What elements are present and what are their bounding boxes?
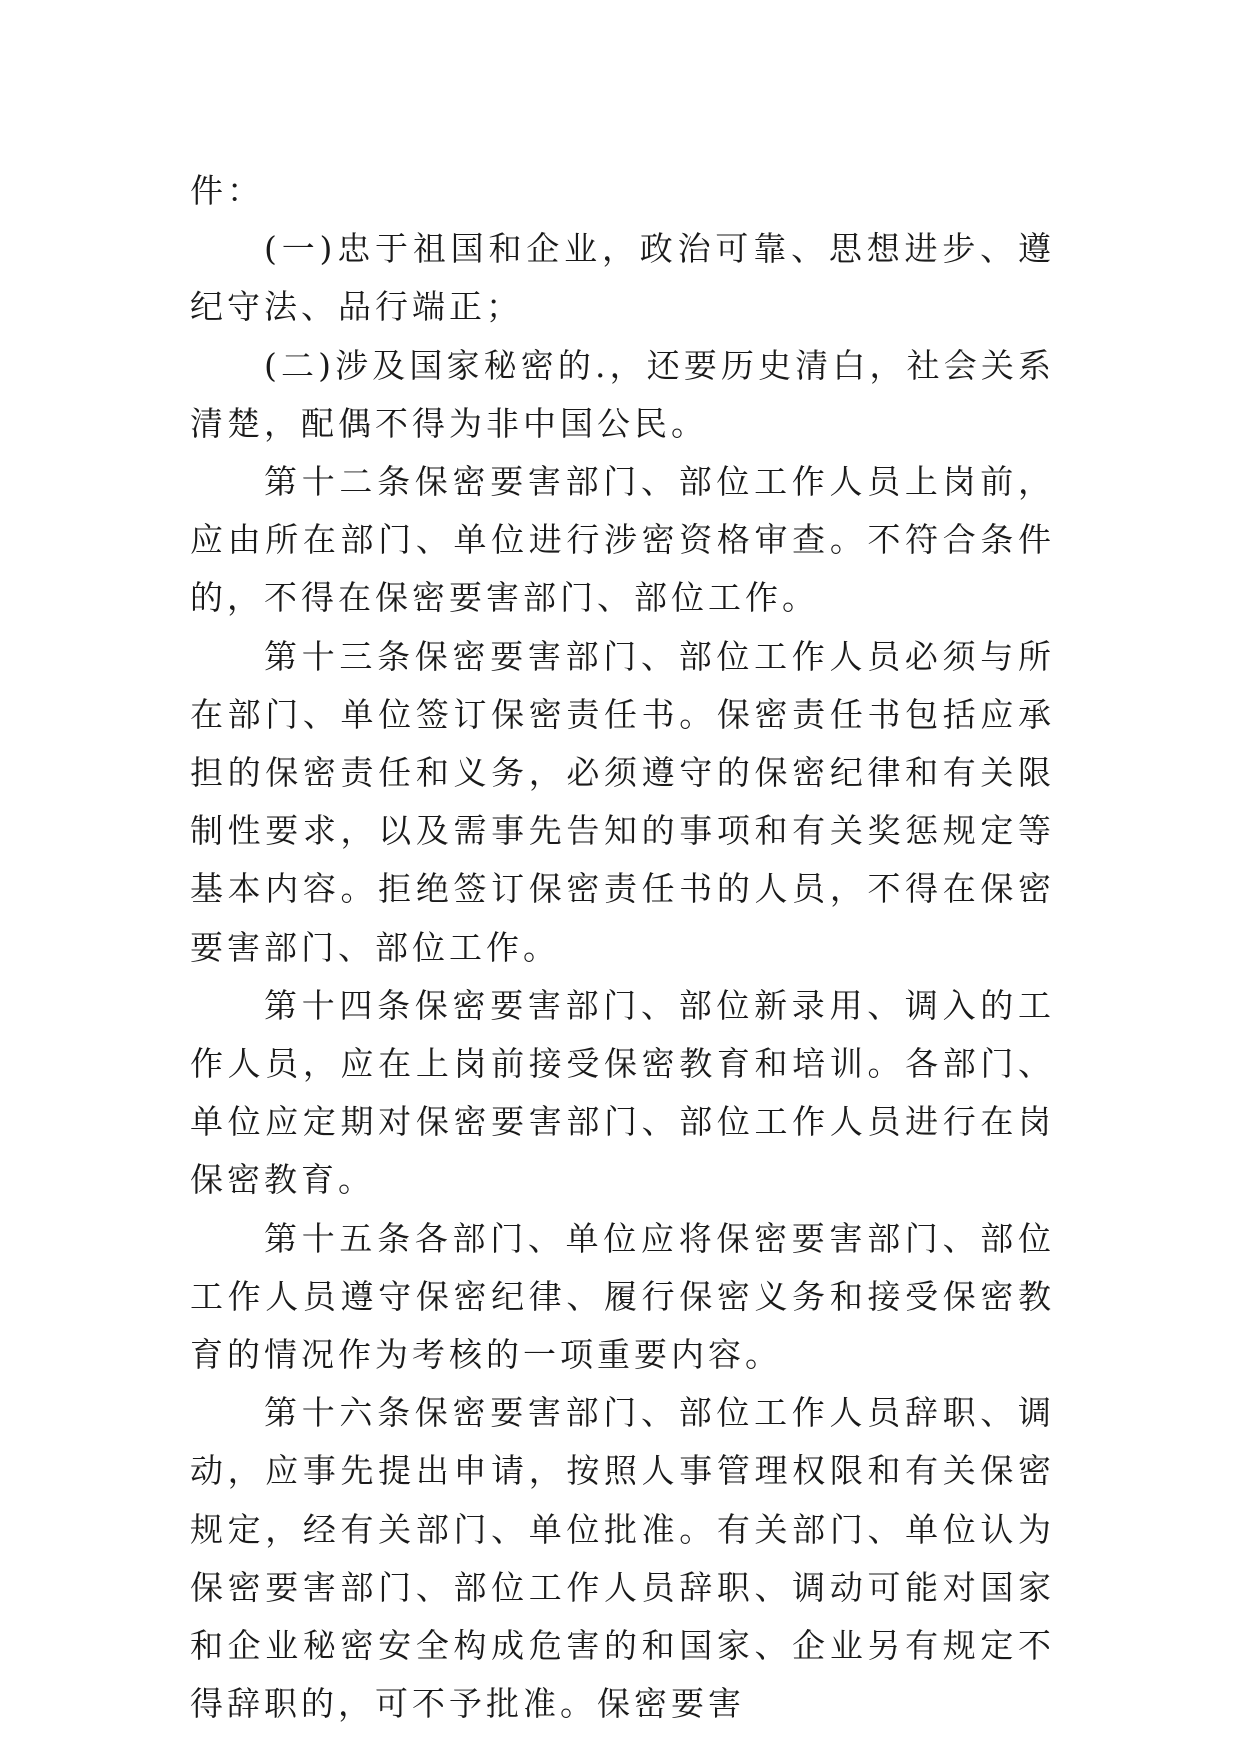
paragraph-article-12: 第十二条保密要害部门、部位工作人员上岗前，应由所在部门、单位进行涉密资格审查。不符合条件的，不得在保密要害部门、部位工作。: [190, 462, 1055, 618]
paragraph-condition-2: (二)涉及国家秘密的.，还要历史清白，社会关系清楚，配偶不得为非中国公民。: [190, 345, 1055, 443]
paragraph-article-14: 第十四条保密要害部门、部位新录用、调入的工作人员，应在上岗前接受保密教育和培训。各部门、单位应定期对保密要害部门、部位工作人员进行在岗保密教育。: [190, 985, 1055, 1200]
paragraph-article-15: 第十五条各部门、单位应将保密要害部门、部位工作人员遵守保密纪律、履行保密义务和接受保密教育的情况作为考核的一项重要内容。: [190, 1218, 1055, 1375]
document-body: [190, 162, 1055, 1733]
paragraph-article-16: 第十六条保密要害部门、部位工作人员辞职、调动，应事先提出申请，按照人事管理权限和有关保密规定，经有关部门、单位批准。有关部门、单位认为保密要害部门、部位工作人员辞职、调动可能对国家和企业秘密安全构成危害的和国家、企业另有规定不得辞职的，可不予批准。保密要害: [190, 1393, 1055, 1724]
paragraph-condition-1: (一)忠于祖国和企业，政治可靠、思想进步、遵纪守法、品行端正；: [190, 229, 1055, 327]
paragraph-continuation: 件：: [190, 171, 264, 210]
paragraph-article-13: 第十三条保密要害部门、部位工作人员必须与所在部门、单位签订保密责任书。保密责任书包括应承担的保密责任和义务，必须遵守的保密纪律和有关限制性要求，以及需事先告知的事项和有关奖惩规定等基本内容。拒绝签订保密责任书的人员，不得在保密要害部门、部位工作。: [190, 636, 1055, 967]
